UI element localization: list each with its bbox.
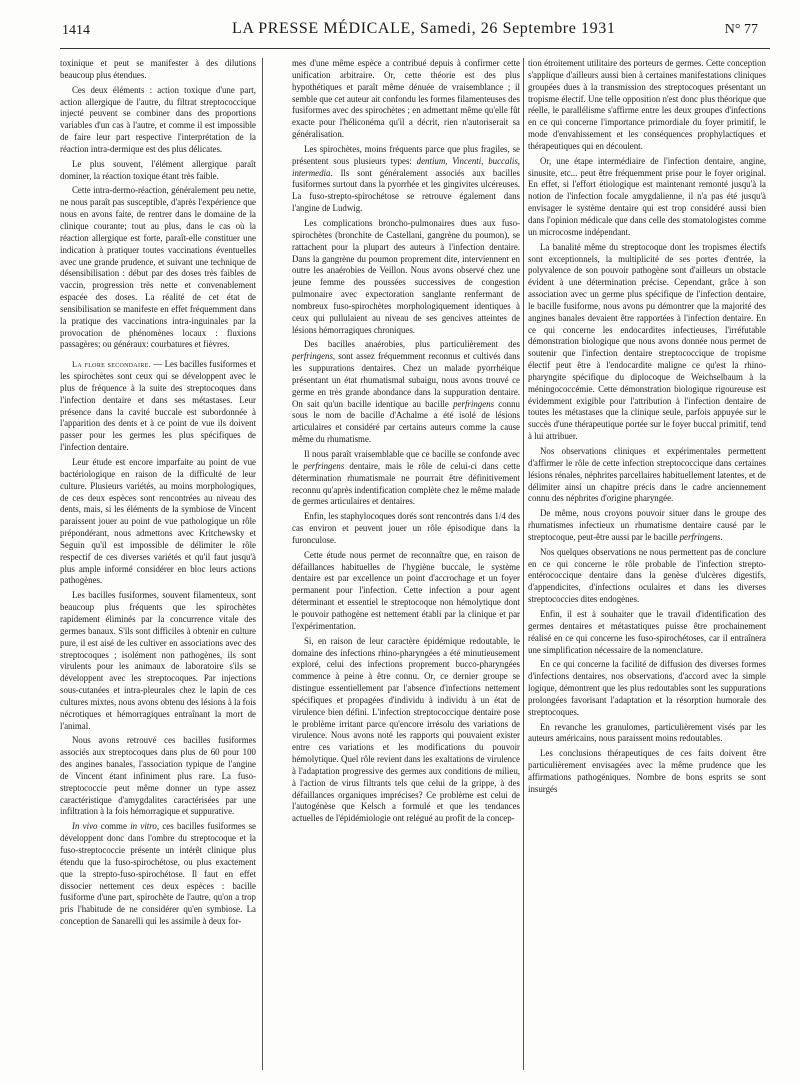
paragraph: Les conclusions thérapeutiques de ces faits doivent être particulièrement envisagées avec la même prudence que les affirmations pathogéniques. Nombre de bons esprits se sont insurgés [528,748,766,794]
paragraph: Enfin, les staphylocoques dorés sont rencontrés dans 1/4 des cas environ et peuvent jouer un rôle épisodique dans la furonculose. [292,511,520,545]
paragraph-text: — Les bacilles fusiformes et les spirochètes sont ceux qui se développent avec le plus de fréquence à la suite des streptocoques dans l'infection dentaire et dans ses métastases. Leur présence dans la cavité buccale est subordonnée à l'apparition des dents et à ce point de vue ils doivent passer pour les germes les plus spécifiques de l'infection dentaire. [60,359,256,453]
italic-term: in vitro [130,821,157,832]
paragraph: Les bacilles fusiformes, souvent filamenteux, sont beaucoup plus fréquents que les spirochètes rapidement éliminés par la concurrence vitale des germes banaux. S'ils sont difficiles à obtenir en culture pure, il est aisé de les cultiver en associations avec des streptocoques ; isolément non pathogènes, ils sont virulents pour les animaux de laboratoire s'ils se développent avec les streptocoques. Par injections sous-cutanées et intra-pleurales chez le lapin de ces cultures mixtes, nous avons obtenu des lésions à la fois nécrotiques et hémorragiques entraînant la mort de l'animal. [60,590,256,731]
paragraph-text: comme [97,821,131,832]
issue-number: N° 77 [724,22,758,37]
paragraph: La banalité même du streptocoque dont les tropismes électifs sont exceptionnels, la multiplicité de ses portes d'entrée, la polyvalence de son pouvoir pathogène sont d'ailleurs un obstacle évident à une détermination précise. Cependant, grâce à son association avec un germe plus spécifique de l'infection dentaire, le bacille fusiforme, nous avons pu démontrer que la majorité des angines banales devaient être rapportées à l'infection dentaire. En ce qui concerne les endocardites infectieuses, l'irréfutable démonstration biologique que nous avons donnée nous permet de soutenir que l'infection dentaire streptococcique de tropisme électif peut être à l'endocardite maligne ce qu'est la rhino-pharyngite spécifique du diplocoque de Weichselbaum à la méningococcémie. Cette démonstration biologique rigoureuse est évidemment exigible pour l'attribution à l'infection dentaire de toutes les métastases que la clinique seule, parfois appuyée sur le succès d'une thérapeutique portée sur le foyer buccal primitif, tend à lui attribuer. [528,241,766,442]
paragraph-text: Les spirochètes, moins fréquents parce que plus fragiles, se présentent sous plusieurs types: [292,143,520,166]
text-column-1 [60,58,256,1074]
paragraph: mes d'une même espèce a contribué depuis à confirmer cette unification arbitraire. Or, cette théorie est des plus hypothétiques et paraît même dénuée de vraisemblance ; il semble que cet auteur ait confondu les formes filamenteuses des fusiformes avec des spirochètes ; en admettant même qu'elle fût exacte pour l'héliconéma qu'il a décrit, rien n'autoriserait sa généralisation. [292,58,520,140]
paragraph-text: De même, nous croyons pouvoir situer dans le groupe des rhumatismes infectieux un rhumatisme dentaire causé par le streptocoque, peut-être aussi par le bacille [528,508,766,542]
column-divider-1 [262,58,263,1070]
italic-term: perfringens [453,398,495,409]
paragraph: Or, une étape intermédiaire de l'infection dentaire, angine, sinusite, etc... peut être fréquemment prise pour le foyer original. En effet, si l'effort étiologique est maintenant remonté jusqu'à la notion de l'infection focale amygdalienne, il n'a pas été jusqu'à envisager le système dentaire qui est trop considéré aussi bien dans l'opinion médicale que dans celle des stomatologistes comme un microcosme indépendant. [528,155,766,237]
paragraph-text: dentaire, mais le rôle de celui-ci dans cette détermination rhumatismale ne pourrait être définitivement reconnu qu'après indentification complète chez le même malade de germes articulaires et dentaires. [292,460,520,507]
paragraph [528,508,766,544]
paragraph [292,144,520,215]
paragraph: En revanche les granulomes, particulièrement visés par les auteurs américains, nous paraissent moins redoutables. [528,721,766,744]
paragraph: Si, en raison de leur caractère épidémique redoutable, le domaine des infections rhino-pharyngées a été minutieusement exploré, celui des infections proprement bucco-pharyngées commence à peine à être connu. Or, ce dernier groupe se distingue essentiellement par l'absence d'infections nettement spécifiques et propagées d'individu à individu à un état de virulence bien défini. L'infection streptococcique dentaire pose le problème irritant parce qu'encore irrésolu des variations de virulence. Nous avons noté les rapports qui pouvaient exister entre ces variations et les modifications du pouvoir hémolytique. Quel rôle revient dans les exaltations de virulence à l'adaptation progressive des germes aux conditions de milieu, à l'action de virus filtrants tels que celui de la grippe, à des défaillances organiques imprécises? Ce problème est celui de l'autogénèse que Kelsch a formulé et que les tendances actuelles de l'épidémiologie ont relégué au profit de la concep- [292,635,520,824]
paragraph-text: Des bacilles anaérobies, plus particulièrement des [304,339,520,350]
paragraph-text: Il nous paraît vraisemblable que ce bacille se confonde avec le [292,449,520,471]
paragraph-text: . [720,531,723,542]
italic-term: perfringens [679,531,721,542]
italic-term: dentium, Vincenti, buccalis, intermedia [292,155,520,178]
paragraph: Nos quelques observations ne nous permettent pas de conclure en ce qui concerne le rôle probable de l'infection strepto-entérococcique dentaire dans la genèse d'ulcères digestifs, d'appendicites, d'infections oculaires et dans les diverses streptococcies dites endogènes. [528,546,766,605]
paragraph: Ces deux éléments : action toxique d'une part, action allergique de l'autre, du filtrat streptococcique injecté peuvent se combiner dans des proportions variables d'un cas à l'autre, et comme il est impossible de faire leur part respective l'interprétation de la réaction intra-dermique est des plus délicates. [60,84,256,154]
paragraph: toxinique et peut se manifester à des dilutions beaucoup plus étendues. [60,58,256,80]
paragraph: Nos observations cliniques et expérimentales permettent d'affirmer le rôle de cette infection streptococcique dans certaines lésions rénales, néphrites parcellaires habituellement latentes, et de délimiter ainsi un chapitre précis dans le cadre anciennement connu des néphrites d'origine pharyngée. [528,446,766,504]
paragraph [292,449,520,508]
section-heading: La flore secondaire. [72,360,152,370]
paragraph: Le plus souvent, l'élément allergique paraît dominer, la réaction toxique étant très faible. [60,158,256,181]
paragraph: Leur étude est encore imparfaite au point de vue bactériologique en raison de la difficulté de leur culture. Plusieurs variétés, au moins morphologiques, de ces deux espèces sont rencontrées au niveau des dents, mais, si les éléments de la symbiose de Vincent paraissent jouer au point de vue pathologique un rôle prépondérant, nous admettons avec Kritchewsky et Seguin qu'il est impossible de délimiter le rôle respectif de ces diverses variétés et qu'il faut jusqu'à plus ample informé considérer en bloc leurs actions pathogènes. [60,457,256,586]
paragraph-text: . Ils sont généralement associés aux bacilles fusiformes surtout dans la pyorrhée et les gingivites ulcéreuses. La fuso-strepto-spirochétose se retrouve également dans l'angine de Ludwig. [292,167,520,214]
paragraph-text: , sont assez fréquemment reconnus et cultivés dans les suppurations dentaires. Chez un malade pyorrhéique présentant un état rhumatismal subaigu, nous avons trouvé ce germe en très grande abondance dans la suppuration dentaire. On sait qu'un bacille identique au bacille [292,351,520,409]
italic-term: perfringens [303,460,345,471]
paragraph: Nous avons retrouvé ces bacilles fusiformes associés aux streptocoques dans plus de 60 pour 100 des angines banales, l'association typique de l'angine de Vincent étant infiniment plus rare. La fuso-streptococcie peut même donner un type assez caractéristique d'amygdalites caractérisées par une infiltration à la fois hémorragique et suppurative. [60,735,256,817]
paragraph [292,339,520,446]
header-rule [60,48,770,49]
paragraph-text: connu sous le nom de bacille d'Achalme a été isolé de lésions articulaires et considéré par certains auteurs comme la cause même du rhumatisme. [292,398,520,445]
text-column-2 [292,58,520,1074]
paragraph: Les complications broncho-pulmonaires dues aux fuso-spirochètes (bronchite de Castellani, gangrène du poumon), se rattachent pour la plupart des auteurs à l'infection dentaire. Dans la gangrène du poumon proprement dite, interviennent en outre les anaérobies de Veillon. Nous avons observé chez une jeune femme des poussées successives de congestion pulmonaire avec expectoration sanglante renfermant de nombreux fuso-spirochètes morphologiquement identiques à ceux qui pullulaient au niveau de ses gencives atteintes de lésions hémorragiques chroniques. [292,217,520,335]
page-header [62,20,770,46]
italic-term: In vivo [72,821,98,832]
paragraph: Cette intra-dermo-réaction, généralement peu nette, ne nous paraît pas susceptible, d'après l'expérience que nous en avons faite, de rentrer dans le domaine de la clinique courante; tout au plus, dans le cas où la réaction allergique est forte, paraît-elle constituer une indication à pratiquer toutes vaccinations éventuelles avec une grande prudence, et suivant une technique de désensibilisation : début par des doses très faibles de vaccin, progression très nette et convenablement espacée des doses. La réalité de cet état de sensibilisation se manifeste en effet fréquemment dans la pratique des vaccinations intra-inguinales par la provocation de phénomènes locaux : fluxions passagères; ou généraux: courbatures et fièvres. [60,185,256,350]
column-divider-2 [523,58,524,1070]
paragraph-text: , ces bacilles fusiformes se développent donc dans l'ombre du streptocoque et la fuso-streptococcie présente un intérêt clinique plus étendu que la fuso-spirochétose, ou plus exactement que la strepto-fuso-spirochétose. Il faut en effet dissocier nettement ces deux espèces : bacille fusiforme d'une part, spirochète de l'autre, qu'on a trop pris l'habitude de ne considérer qu'en symbiose. La conception de Sanarelli qui les assimile à deux for- [60,821,256,927]
paragraph: En ce qui concerne la facilité de diffusion des diverses formes d'infections dentaires, nos observations, d'accord avec la simple logique, démontrent que les plus redoutables sont les suppurations prolongées favorisant l'adaptation et la résorption humorale des streptocoques. [528,659,766,717]
italic-term: perfringens [292,351,333,362]
paragraph: Cette étude nous permet de reconnaître que, en raison de défaillances habituelles de l'hygiène buccale, le système dentaire est par excellence un point d'accrochage et un foyer permanent pour l'infection. Cette infection a pour agent déterminant et essentiel le streptocoque non hémolytique dont le pouvoir pathogène est nettement établi par la clinique et par l'expérimentation. [292,549,520,631]
paragraph [60,821,256,928]
paragraph [60,359,256,454]
page-number: 1414 [62,23,90,38]
journal-title: LA PRESSE MÉDICALE, Samedi, 26 Septembre 1931 [232,20,616,37]
text-column-3 [528,58,766,1074]
paragraph: tion étroitement utilitaire des porteurs de germes. Cette conception s'applique d'ailleurs aussi bien à certaines manifestations cliniques groupées dues à la transmission des streptocoques présentant un tropisme électif. Une telle opposition n'est donc plus théorique que réelle, le parallélisme s'affirme entre les deux groupes d'infections en ce qui concerne l'importance primordiale du foyer primitif, le mode d'envahissement et les conséquences prophylactiques et thérapeutiques qui en découlent. [528,58,766,151]
paragraph: Enfin, il est à souhaiter que le travail d'identification des germes dentaires et métastatiques puisse être prochainement réalisé en ce qui concerne les fuso-spirochétoses, car il entraînera une simplification nécessaire de la nomenclature. [528,608,766,655]
